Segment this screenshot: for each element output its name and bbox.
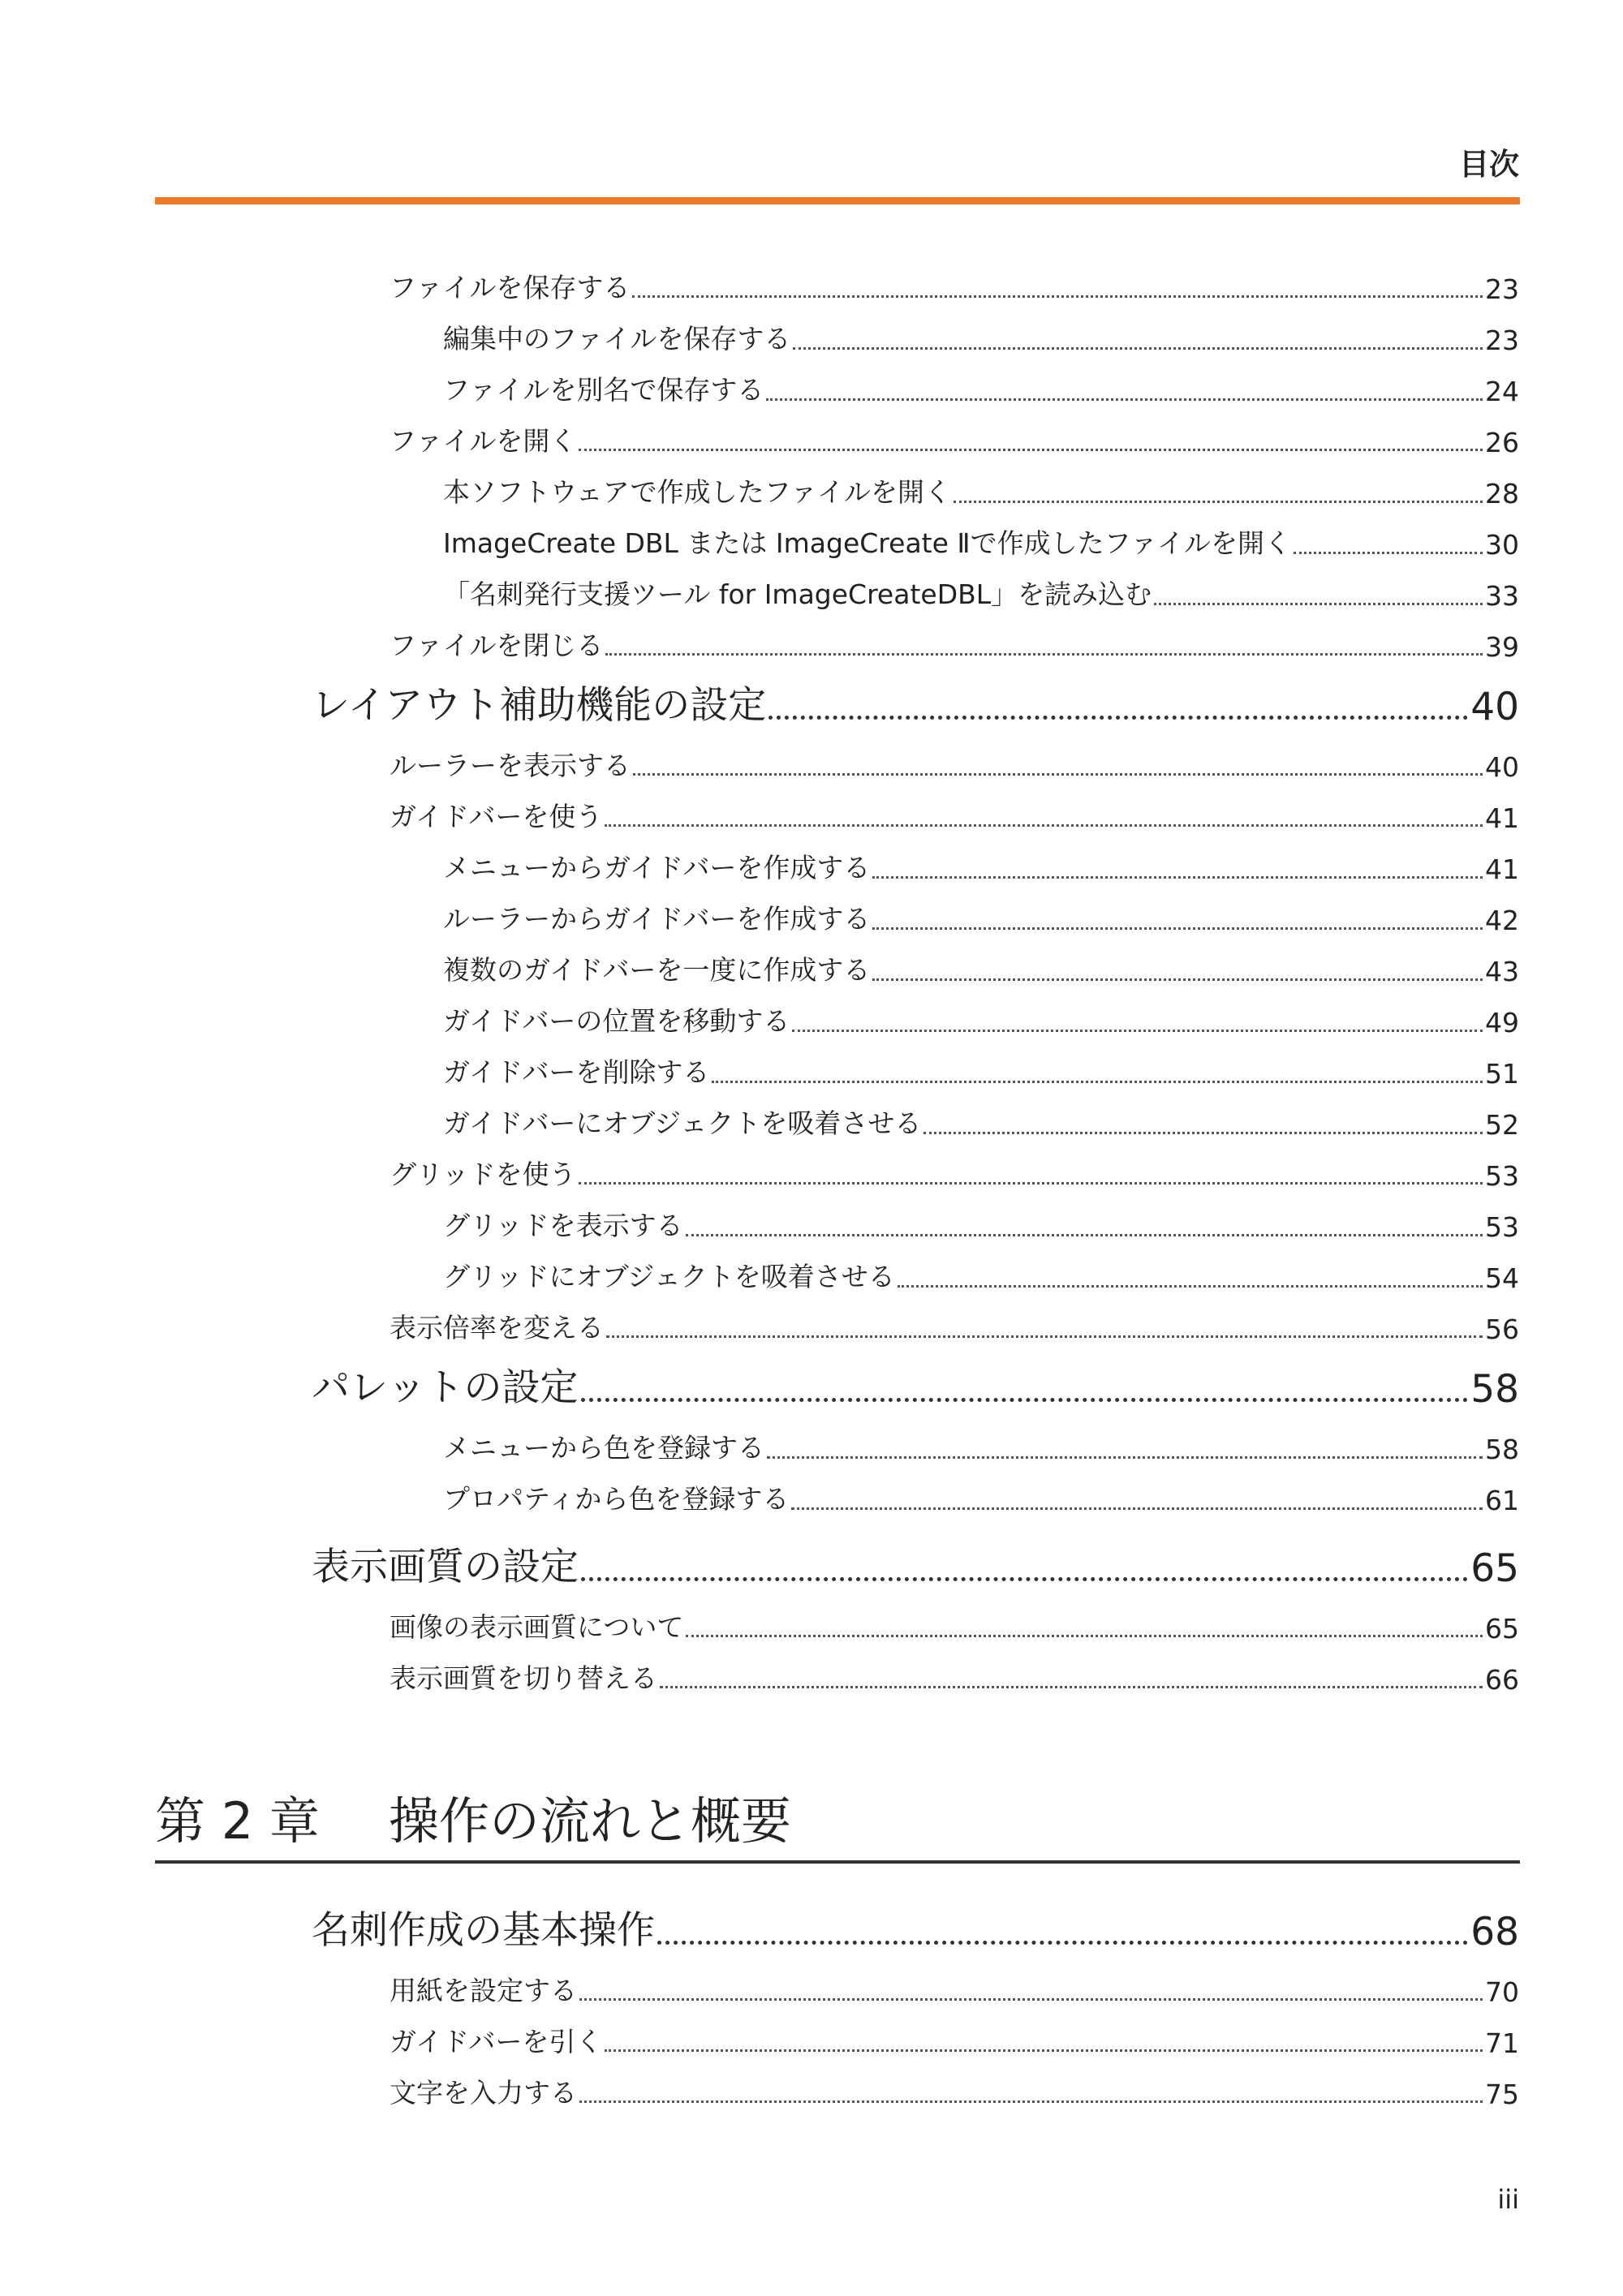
- toc-entry-title: ガイドバーを使う: [390, 801, 603, 832]
- toc-subentry: [443, 1426, 1519, 1465]
- toc-subentry: [443, 471, 1519, 510]
- toc-subentry: [443, 1204, 1519, 1243]
- toc-section-entry: [312, 1903, 1519, 1954]
- toc-entry-title: 本ソフトウェアで作成したファイルを開く: [443, 476, 952, 508]
- toc-entry-title: 表示画質の設定: [312, 1545, 579, 1589]
- toc-entry-title: ファイルを保存する: [390, 272, 631, 303]
- toc-entry-page: 39: [1485, 631, 1519, 663]
- toc-leader-dots: [579, 1182, 1483, 1185]
- toc-leader-dots: [606, 1335, 1483, 1338]
- toc-leader-dots: [579, 1998, 1483, 2001]
- toc-entry-page: 40: [1485, 751, 1519, 783]
- toc-entry: [390, 1153, 1519, 1192]
- toc-subentry: [443, 522, 1519, 561]
- toc-subentry: [443, 368, 1519, 407]
- toc-leader-dots: [872, 876, 1483, 879]
- toc-entry-title: プロパティから色を登録する: [443, 1483, 790, 1515]
- toc-entry-title: ガイドバーにオブジェクトを吸着させる: [443, 1107, 922, 1139]
- toc-entry-page: 41: [1485, 853, 1519, 885]
- toc-entry-title: グリッドを使う: [390, 1159, 576, 1190]
- toc-entry: [390, 1657, 1519, 1696]
- toc-entry-page: 42: [1485, 905, 1519, 936]
- toc-leader-dots: [954, 501, 1483, 503]
- toc-leader-dots: [923, 1132, 1483, 1134]
- toc-entry-page: 49: [1485, 1007, 1519, 1038]
- toc-entry-title: ファイルを開く: [390, 425, 577, 457]
- toc-entry-page: 30: [1485, 529, 1519, 561]
- chapter-title: 操作の流れと概要: [389, 1791, 792, 1851]
- toc-entry-page: 52: [1485, 1109, 1519, 1141]
- toc-entry-title: ファイルを閉じる: [390, 630, 604, 661]
- toc-subentry: [443, 1255, 1519, 1294]
- toc-entry-page: 40: [1470, 685, 1519, 729]
- toc-entry-title: 用紙を設定する: [390, 1975, 577, 2006]
- toc-entry-title: グリッドを表示する: [443, 1210, 683, 1241]
- toc-entry-title: ルーラーを表示する: [390, 750, 631, 781]
- toc-entry-title: 名刺作成の基本操作: [312, 1908, 655, 1953]
- toc-entry-title: ガイドバーの位置を移動する: [443, 1005, 790, 1037]
- toc-subentry: [443, 897, 1519, 936]
- toc-leader-dots: [632, 295, 1483, 298]
- toc-entry-page: 58: [1485, 1434, 1519, 1465]
- toc-entry-page: 61: [1485, 1485, 1519, 1516]
- toc-entry-page: 23: [1485, 273, 1519, 305]
- toc-entry-title: 文字を入力する: [390, 2077, 577, 2109]
- toc-entry-title: ガイドバーを引く: [390, 2026, 603, 2057]
- toc-leader-dots: [633, 773, 1483, 776]
- toc-entry-title: レイアウト補助機能の設定: [312, 683, 767, 728]
- toc-entry: [390, 2071, 1519, 2110]
- toc-entry-title: ルーラーからガイドバーを作成する: [443, 903, 871, 935]
- toc-entry: [390, 1606, 1519, 1645]
- toc-leader-dots: [792, 1030, 1483, 1032]
- toc-leader-dots: [1294, 552, 1483, 554]
- toc-entry-page: 23: [1485, 325, 1519, 356]
- toc-entry-page: 58: [1470, 1367, 1519, 1412]
- page-number: iii: [1497, 2184, 1519, 2215]
- toc-section-entry: [312, 1539, 1519, 1591]
- toc-entry-title: ファイルを別名で保存する: [443, 374, 764, 406]
- toc-leader-dots: [1154, 603, 1483, 605]
- toc-subentry: [443, 1051, 1519, 1090]
- toc-entry-title: ImageCreate DBL または ImageCreate Ⅱで作成したファイルを開く: [443, 527, 1291, 559]
- toc-entry-page: 26: [1485, 427, 1519, 458]
- toc-leader-dots: [712, 1081, 1483, 1083]
- toc-section-entry: [312, 1360, 1519, 1412]
- toc-leader-dots: [605, 653, 1483, 656]
- toc-leader-dots: [657, 1941, 1468, 1945]
- toc-leader-dots: [686, 1635, 1483, 1637]
- toc-leader-dots: [605, 824, 1483, 827]
- toc-entry-page: 56: [1485, 1314, 1519, 1345]
- toc-leader-dots: [872, 927, 1483, 930]
- toc-entry-page: 53: [1485, 1160, 1519, 1192]
- header-title: 目次: [1459, 147, 1519, 182]
- toc-leader-dots: [791, 1507, 1483, 1510]
- toc-leader-dots: [872, 978, 1483, 981]
- toc-entry-page: 68: [1470, 1910, 1519, 1954]
- toc-subentry: [443, 1000, 1519, 1038]
- toc-leader-dots: [898, 1285, 1483, 1288]
- toc-section-entry: [312, 677, 1519, 729]
- toc-entry-page: 24: [1485, 376, 1519, 407]
- toc-leader-dots: [793, 347, 1483, 350]
- toc-subentry: [443, 948, 1519, 987]
- toc-entry-title: メニューから色を登録する: [443, 1432, 764, 1464]
- toc-entry-page: 75: [1485, 2079, 1519, 2110]
- toc-entry-page: 71: [1485, 2027, 1519, 2059]
- toc-leader-dots: [660, 1686, 1483, 1688]
- chapter-heading: [155, 1789, 791, 1854]
- toc-entry-title: メニューからガイドバーを作成する: [443, 852, 871, 884]
- toc-entry: [390, 266, 1519, 305]
- toc-entry: [390, 2020, 1519, 2059]
- toc-entry-page: 51: [1485, 1058, 1519, 1090]
- toc-entry-title: グリッドにオブジェクトを吸着させる: [443, 1261, 895, 1292]
- toc-leader-dots: [766, 398, 1483, 401]
- toc-entry-page: 41: [1485, 802, 1519, 834]
- toc-entry-title: 表示倍率を変える: [390, 1312, 604, 1344]
- toc-entry-page: 54: [1485, 1262, 1519, 1294]
- toc-leader-dots: [768, 716, 1468, 720]
- toc-subentry: [443, 846, 1519, 885]
- toc-entry-page: 65: [1485, 1613, 1519, 1645]
- toc-entry-title: 表示画質を切り替える: [390, 1662, 657, 1694]
- toc-entry-title: 複数のガイドバーを一度に作成する: [443, 954, 871, 986]
- toc-entry-title: パレットの設定: [312, 1365, 579, 1410]
- toc-subentry: [443, 1477, 1519, 1516]
- toc-entry: [390, 1306, 1519, 1345]
- toc-entry: [390, 419, 1519, 458]
- toc-entry-page: 70: [1485, 1976, 1519, 2008]
- toc-leader-dots: [767, 1456, 1483, 1459]
- toc-subentry: [443, 317, 1519, 356]
- toc-entry: [390, 744, 1519, 783]
- toc-entry-title: 「名刺発行支援ツール for ImageCreateDBL」を読み込む: [443, 578, 1152, 610]
- toc-entry-page: 43: [1485, 956, 1519, 987]
- toc-entry: [390, 795, 1519, 834]
- chapter-label: 第 2 章: [155, 1791, 320, 1851]
- toc-entry-page: 53: [1485, 1211, 1519, 1243]
- toc-entry-page: 66: [1485, 1664, 1519, 1696]
- toc-entry-page: 33: [1485, 580, 1519, 612]
- toc-leader-dots: [579, 2100, 1483, 2103]
- toc-leader-dots: [581, 1398, 1469, 1402]
- toc-entry-page: 65: [1470, 1546, 1519, 1591]
- toc-entry-title: ガイドバーを削除する: [443, 1056, 710, 1088]
- toc-entry: [390, 624, 1519, 663]
- toc-entry: [390, 1969, 1519, 2008]
- toc-leader-dots: [579, 449, 1483, 451]
- chapter-rule: [155, 1860, 1520, 1864]
- toc-entry-page: 28: [1485, 478, 1519, 510]
- toc-subentry: [443, 1102, 1519, 1141]
- toc-subentry: [443, 573, 1519, 612]
- toc-leader-dots: [581, 1577, 1468, 1581]
- toc-leader-dots: [605, 2049, 1483, 2052]
- toc-entry-title: 編集中のファイルを保存する: [443, 323, 791, 355]
- toc-entry-title: 画像の表示画質について: [390, 1611, 684, 1643]
- toc-leader-dots: [686, 1234, 1483, 1236]
